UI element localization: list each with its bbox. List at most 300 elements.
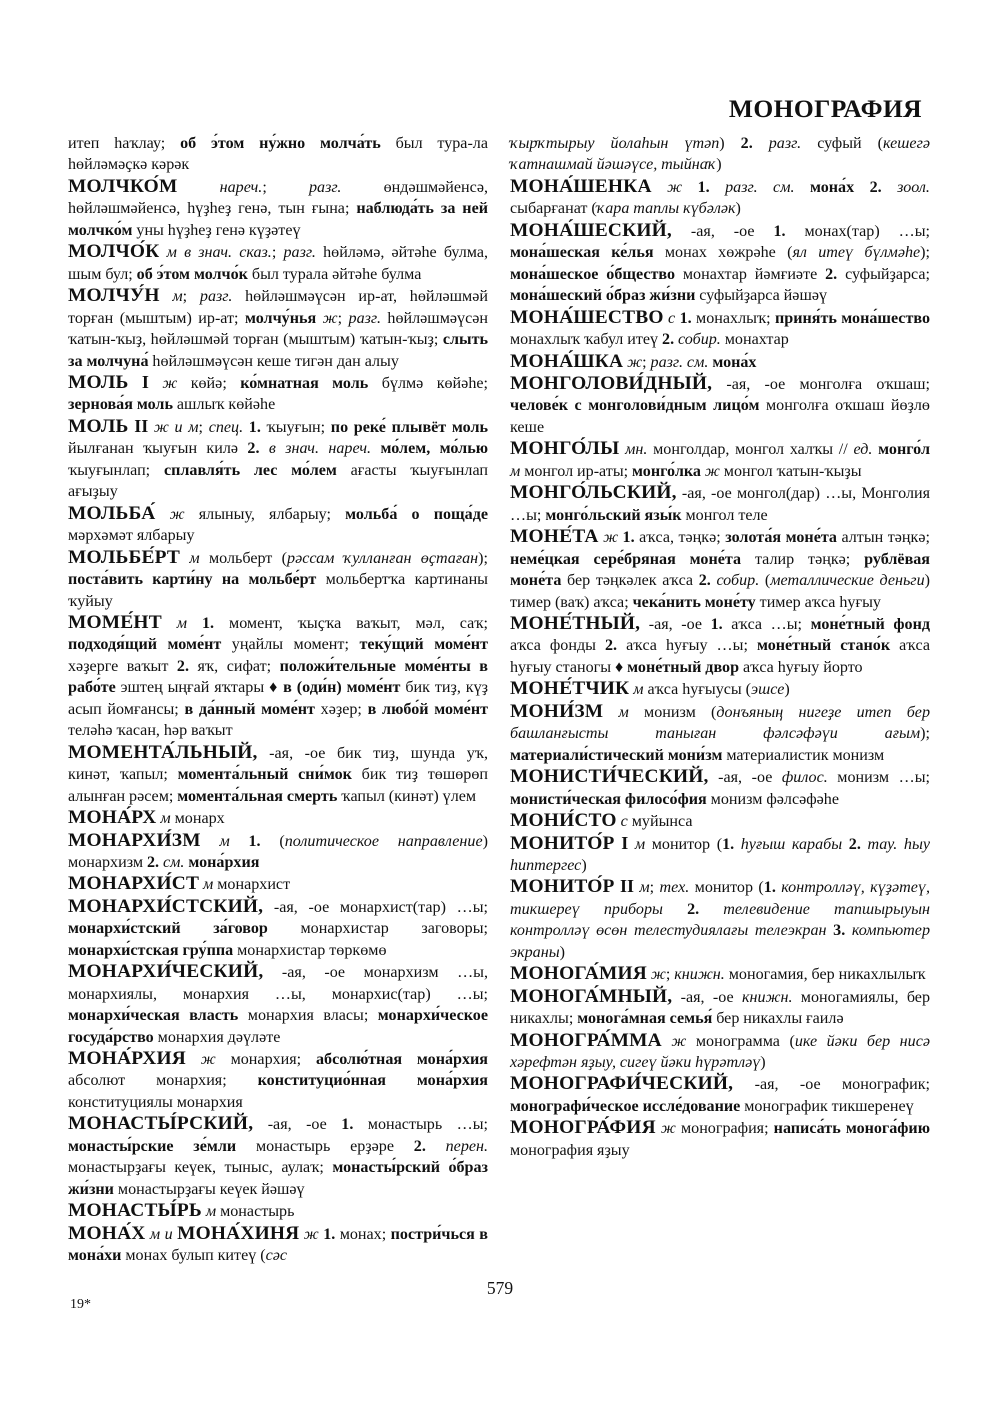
sense-number: 2. [848,835,861,853]
translation-text: -ая, -ое монархист(тар) …ы; [263,898,488,916]
grammar-label: сәс [265,1247,287,1265]
translation-text: -ая, -ое [640,615,711,633]
collocation: неме́цкая сере́бряная моне́та [510,550,742,568]
space [129,375,142,392]
dictionary-entry [510,438,930,482]
translation-text: ) [559,943,565,961]
translation-text: ) монархизм [68,832,488,871]
column-container [68,133,930,1267]
headword: МОНИ́ЗМ [510,700,604,722]
collocation: момента́льная смерть [177,787,338,805]
collocation: монога́мная семья́ [577,1010,713,1028]
dictionary-entry [68,807,488,829]
collocation: приня́ть мона́шество [775,309,930,327]
homograph-numeral: I [621,832,629,853]
translation-text: -ая, -ое монографик; [733,1076,930,1094]
dictionary-entry [68,372,488,416]
translation-text [795,179,810,196]
translation-text: монастырҙағы кеүек, тыныс, аулаҡ; [68,1159,333,1177]
collocation: монго́лка [632,462,701,480]
collocation: монархи́стская гру́ппа [68,941,234,959]
translation-text: суфыйҙарса; [837,265,930,283]
grammar-label: кешегә ҡатнашмай йәшәүсе, тыйнаҡ [510,135,930,174]
grammar-label: собир. [710,572,760,590]
sense-number: 1. [679,309,692,327]
headword: МОНИТО́Р [510,876,615,898]
translation-text: ағасты ҡыуғынлап ағыҙыу [68,461,488,501]
translation-text: хәҙер; [314,700,368,718]
translation-text: ; [182,288,200,306]
sense-number: 2. [662,331,675,349]
sense-number: 1. [710,615,723,633]
sense-number: 3. [833,922,846,940]
collocation: мона́х [809,178,855,196]
grammar-label: ҡырҡтырыу йолаһын үтәп [510,135,720,152]
grammar-label: ж [651,178,683,196]
grammar-label: с [663,309,676,327]
dictionary-entry [510,1117,930,1161]
dictionary-entry [510,678,930,700]
translation-text: ); [920,725,930,743]
dictionary-entry [510,613,930,678]
grammar-label: ял итеү бүлмәһе [792,244,921,262]
dictionary-entry [510,810,930,832]
translation-text: монастырь [216,1203,295,1221]
collocation: мона́х [712,353,757,371]
translation-text: мольберт ( [199,549,288,567]
translation-text: ҡыуғын; [260,418,331,436]
translation-text: монастырҙағы кеүек йәшәү [113,1180,305,1198]
grammar-label: м [629,681,644,699]
sense-number: 2. [740,135,753,152]
headword: МОНАРХИ́СТСКИЙ, [68,895,264,917]
translation-text: ) [760,1054,766,1072]
sense-number: 2. [176,657,189,675]
grammar-label: разг. [348,309,381,327]
headword: МОМЕ́НТ [68,611,162,633]
running-head: МОНОГРАФИЯ [728,94,922,123]
grammar-label: ж [598,529,619,547]
translation-text: монах булып китеү ( [121,1247,266,1265]
headword: МОЛЧУ́Н [68,285,160,307]
headword: МОНГО́ЛЫ [510,438,620,460]
grammar-label: м [603,703,629,721]
sense-number: 1. [722,835,735,853]
collocation: монго́л [878,441,930,459]
dictionary-entry [68,547,488,612]
translation-text: ); [478,549,488,567]
translation-text: // [838,441,848,459]
headword: МОНИСТИ́ЧЕСКИЙ, [510,766,709,788]
grammar-label: ед. [847,441,873,459]
translation-text: уңайлы момент; [221,636,360,654]
sense-number: 2. [413,1137,426,1155]
translation-text: ; [337,309,349,327]
grammar-label: эшсе [751,681,785,699]
sense-number: 1. [341,1116,354,1134]
collocation: моне́тный стано́к [756,637,891,655]
translation-text: алтын тәңкә; [836,529,930,547]
collocation: монисти́ческая филосо́фия [510,790,707,808]
translation-text: монография яҙыу [510,1141,630,1159]
grammar-label: ж [655,1120,676,1138]
headword-secondary: МОНА́ХИНЯ [177,1222,300,1244]
translation-text: аҡса һуғыу станогы [510,637,930,676]
grammar-label: контролләү, күҙәтеү, тикшереү приборы [510,879,930,918]
column-right [510,133,930,1267]
translation-text: монгол ҡатын-ҡыҙы [719,462,862,480]
grammar-label: разг. см. [650,353,709,371]
translation-text [854,179,869,196]
collocation: постри́чься в мона́хи [68,1225,488,1265]
translation-text: -ая, -ое [708,769,782,787]
translation-text: монографик тикшеренеү [740,1097,914,1115]
translation-text: аҡса …ы; [722,615,811,633]
dictionary-entry [510,526,930,613]
translation-text [230,833,249,850]
homograph-numeral: II [134,415,149,436]
collocation: молчу́нья [244,309,317,327]
headword: МОНА́РХИЯ [68,1048,186,1070]
dictionary-entry [68,873,488,895]
translation-text: монахлыҡ; [691,309,775,327]
dictionary-entry [68,612,488,742]
grammar-label: спец. [208,418,244,436]
headword: МОНАРХИ́ЗМ [68,829,201,851]
translation-text: һөйләмә, әйтәһе булма, шым бул; [68,244,489,283]
grammar-label: м [201,1203,217,1221]
translation-text: мәрхәмәт ялбарыу [68,527,195,545]
grammar-label: ж [148,374,178,392]
translation-text: монахлыҡ ҡабул итеү [510,331,663,349]
collocation: мо́лем, мо́лью [380,440,489,458]
dictionary-entry [68,1113,488,1200]
grammar-label: разг. [283,244,316,262]
translation-text: ; [642,353,651,371]
translation-text: талир тәңкә; [741,550,865,568]
collocation: мольба́ о поща́де [345,505,488,523]
translation-text: ) [716,156,722,174]
headword: МОНОГРА́ММА [510,1029,662,1051]
translation-text: ) тимер (ваҡ) аҡса; [510,572,930,611]
dictionary-entry [68,1223,488,1267]
translation-text: монизм …ы; [827,769,930,787]
grammar-label: ж [185,1051,216,1069]
dictionary-entry [68,830,488,874]
translation-text: монархистар заговоры; [267,920,488,938]
headword: МОЛЧО́К [68,241,160,263]
grammar-label: м [159,288,183,306]
grammar-label: ҡара таплы күбәләк [596,200,736,218]
signature-mark: 19* [70,1297,91,1312]
translation-text: ); [920,244,931,262]
translation-text: һөйләшмәүсән кеше тигән дан алыу [148,352,399,370]
translation-text: монархия власы; [238,1007,378,1025]
translation-text: ( [759,572,771,590]
collocation: монархи́стский за́говор [68,920,268,938]
collocation: монасты́рский о́браз жи́зни [68,1159,489,1198]
translation-text: материалистик монизм [722,746,885,764]
grammar-label: м [510,462,521,480]
headword: МОНА́ШЕСТВО [510,306,664,328]
translation-text: монголға оҡшаш йөҙлө кеше [510,397,930,436]
translation-text: муйынса [627,813,693,831]
sense-number: 1. [622,529,635,547]
translation-text: мольбертҡа картинаны ҡуйыу [68,571,488,610]
translation-text: -ая, -ое монархизм …ы, монархиялы, монархия …ы, монархис(тар) …ы; [68,964,488,1003]
grammar-label: һуғыш карабы [734,835,843,853]
dictionary-entry [510,1030,930,1074]
collocation: в (оди́н) моме́нт [283,679,401,697]
dictionary-entry [510,833,930,877]
translation-text: монархист [213,876,291,894]
translation-text [682,179,697,196]
headword: МОЛЧКО́М [68,175,178,197]
grammar-label: ж [299,1225,319,1243]
dictionary-entry [510,701,930,766]
homograph-numeral: II [619,876,634,897]
headword: МОНИ́СТО [510,810,617,832]
translation-text: йылғанан ҡыуғын килә [68,440,248,458]
translation-text: -ая, -ое [671,222,774,240]
grammar-label: м [628,835,646,853]
collocation: наблюда́ть за ней молчко́м [68,200,488,239]
grammar-label: см. [159,853,185,871]
grammar-label: ж [155,505,185,523]
translation-text: монизм ( [628,703,717,721]
translation-text: монастырь ерҙәре [236,1137,414,1155]
headword: МОНГОЛОВИ́ДНЫЙ, [510,372,713,394]
translation-text: тимер аҡса һуғыу [755,593,881,611]
translation-text: -ая, -ое [253,1116,342,1134]
collocation: монго́льский язы́к [545,506,682,524]
collocation: в да́нный моме́нт [184,700,315,718]
sense-number: 1. [323,1225,336,1243]
collocation: моне́тный фонд [810,615,930,633]
sense-number: 1. [697,178,710,196]
headword: МОЛЬ [68,371,129,393]
grammar-label: филос. [781,769,828,787]
headword: МОНАРХИ́СТ [68,873,200,895]
sense-number: 2. [825,265,838,283]
dictionary-entry [68,416,488,503]
grammar-label: ике йәки бер нисә хәрефтән яҙыу, сигеү йәки һүрәтләү [510,1032,930,1072]
headword: МОЛЬБЕ́РТ [68,546,181,568]
translation-text: бер никахлы ғаилә [712,1010,844,1028]
translation-text: -ая, -ое монгол(дар) …ы, Монголия …ы; [510,485,930,524]
collocation: рублёвая моне́та [510,550,931,590]
grammar-label: книжн. [674,966,725,984]
dictionary-entry [510,373,930,438]
collocation: по реке́ плывёт моль [330,418,488,436]
translation-text: монгол теле [681,506,768,524]
translation-text: ; [198,418,209,436]
headword-conjunction: м и [145,1225,178,1243]
grammar-label: м [633,879,650,897]
translation-text: суфый ( [801,135,883,152]
grammar-label: телевидение тапшырыуын контролләү өсөн телестудиялағы телеэкран [510,900,930,940]
translation-text: был тура-ла һөйләмәҫкә кәрәк [68,135,488,174]
translation-text: монах(тар) …ы; [785,222,930,240]
translation-text: конституциялы монархия [68,1093,243,1111]
translation-text: һөйләшмәүсән ҡатын-ҡыҙ, һөйләшмәй торған (мыштым) ҡатын-ҡыҙ; [68,309,488,349]
headword: МОНАСТЫ́РСКИЙ, [68,1113,254,1135]
collocation: конституцио́нная мона́рхия [257,1072,488,1090]
collocation: об э́том ну́жно молча́ть [180,135,381,152]
collocation: мона́рхия [188,853,260,871]
grammar-label: компьютер экраны [510,922,930,961]
translation-text: монголдар, монгол халҡы [647,441,839,459]
entry-continuation [68,133,488,176]
headword: МОНИТО́Р [510,832,615,854]
grammar-label: ж [661,1032,687,1050]
translation-text: ( [260,832,285,850]
dictionary-entry [510,176,930,220]
dictionary-entry [68,503,488,547]
collocation: монасты́рские зе́мли [68,1137,237,1155]
headword: МОНА́ШКА [510,350,624,372]
translation-text: монахтар йәмғиәте [675,265,826,283]
collocation: об э́том молчо́к [136,265,248,283]
dictionary-entry [510,1073,930,1117]
translation-text: монитор ( [689,879,764,897]
grammar-label: разг. см. [709,178,795,196]
collocation: сплавля́ть лес мо́лем [163,461,337,479]
translation-text: монархия дәүләте [153,1028,281,1046]
grammar-label: ж [316,309,338,327]
collocation: челове́к с монголови́дным лицо́м [510,397,760,415]
headword: МОНЕ́ТЧИК [510,678,630,700]
grammar-label: мн. [619,441,648,459]
translation-text: монография; [675,1120,774,1138]
grammar-label: книжн. [741,988,793,1006]
sense-number: 2. [247,440,260,458]
grammar-label: тау. һыу һиптергес [510,835,930,874]
dictionary-entry [510,307,930,351]
collocation: золота́я моне́та [725,529,837,547]
grammar-label: м [161,614,188,632]
dictionary-entry [510,876,930,963]
dictionary-entry [510,220,930,307]
translation-text: сыбарғанат ( [510,200,597,218]
translation-text: монархия; [215,1051,316,1069]
translation-text: -ая, -ое монголға оҡшаш; [712,375,930,393]
headword: МОНА́РХ [68,807,157,829]
headword: МОНОГА́МИЯ [510,963,647,985]
headword: МОЛЬ [68,415,129,437]
translation-text: монограмма ( [686,1032,795,1050]
dictionary-entry [510,986,930,1030]
translation-text: ; [271,244,284,262]
translation-text: моногамия, бер никахлылыҡ [724,966,926,984]
translation-text: аҡса фонды [510,637,605,655]
translation-text: бер тәңкәлек аҡса [561,572,699,590]
headword: МОНГО́ЛЬСКИЙ, [510,482,677,504]
dictionary-entry [68,896,488,961]
collocation: в любо́й моме́нт [367,700,489,718]
translation-text: уны һүҙһеҙ генә күҙәтеү [132,221,301,239]
headword: МОНА́Х [68,1222,146,1244]
homograph-numeral: I [141,371,149,392]
translation-text: аҡса һуғыусы ( [643,681,752,699]
translation-text: ; [665,966,675,984]
grammar-label: с [616,813,628,831]
collocation: мона́шеская ке́лья [510,244,654,262]
translation-text: ашлыҡ көйәһе [172,396,276,414]
dictionary-entry [68,1048,488,1113]
grammar-label: рәссам ҡулланған өҫтаған [287,549,479,567]
headword: МОНОГРА́ФИЯ [510,1117,656,1139]
diamond-marker: ♦ [615,658,624,676]
dictionary-entry [68,961,488,1048]
translation-text [663,901,687,918]
grammar-label: разг. [752,135,802,152]
collocation: монархи́ческая власть [68,1007,239,1025]
grammar-label: собир. [674,331,721,349]
sense-number: 1. [763,879,776,897]
headword: МОНА́ШЕНКА [510,175,652,197]
collocation: зернова́я моль [68,396,173,414]
sense-number: 2. [698,572,711,590]
grammar-label: донъяның нигеҙе итеп бер башланғысты таныған фәлсәфәүи ағым [510,703,930,743]
column-left [68,133,488,1267]
headword: МОНЕ́ТА [510,526,599,548]
headword: МОНОГРАФИ́ЧЕСКИЙ, [510,1073,734,1095]
dictionary-entry [68,1200,488,1222]
translation-text [187,615,202,632]
sense-number: 2. [687,900,700,918]
translation-text: монизм фәлсәфәһе [706,790,839,808]
translation-text: ) [735,200,741,218]
translation-text: теләһә ҡасан, һәр ваҡыт [68,722,233,740]
translation-text: суфыйҙарса йәшәү [695,287,828,305]
translation-text: хәҙерге ваҡыт [68,657,177,675]
sense-number: 1. [248,832,261,850]
collocation: положи́тельные моме́нты в рабо́те [68,657,488,697]
translation-text: ) [581,856,587,874]
collocation: мона́шеское о́бщество [510,265,675,283]
headword: МОНАРХИ́ЧЕСКИЙ, [68,961,264,983]
translation-text: аҡса һуғыу …ы; [617,637,757,655]
entry-continuation [510,133,930,176]
grammar-label: м [200,832,230,850]
collocation: монархи́ческое госуда́рство [68,1007,488,1046]
grammar-label: м [180,549,200,567]
headword: МОНАСТЫ́РЬ [68,1200,202,1222]
translation-text: монах хөжрәһе ( [653,244,793,262]
collocation: поста́вить карти́ну на мольбе́рт [68,571,317,589]
sense-number: 1. [248,418,261,436]
dictionary-entry [510,482,930,526]
collocation: абсолю́тная мона́рхия [315,1051,488,1069]
dictionary-entry [68,285,488,372]
translation-text: -ая, -ое [672,988,742,1006]
translation-text: бик тиҙ төшөрөп алынған рәсем; [68,766,488,805]
translation-text: бүлмә көйәһе; [368,374,488,392]
translation-text: яҡ, сифат; [189,657,280,675]
translation-text: монах; [335,1225,391,1243]
collocation: подходя́щий моме́нт [68,636,222,654]
translation-text: өндәшмәйенсә, һөйләшмәйенсә, һүҙһеҙ генә, тын ғына; [68,178,488,218]
translation-text [842,836,849,853]
grammar-label: тех. [659,879,690,897]
translation-text: монастырь …ы; [353,1116,488,1134]
grammar-label: ж [700,462,720,480]
translation-text: бик тиҙ, күҙ асып йомғансы; [68,679,489,718]
diamond-marker: ♦ [269,679,279,697]
collocation: монографи́ческое иссле́дование [510,1097,741,1115]
translation-text: -ая, -ое бик тиҙ, шунда уҡ, кинәт, ҡапыл; [68,744,488,784]
